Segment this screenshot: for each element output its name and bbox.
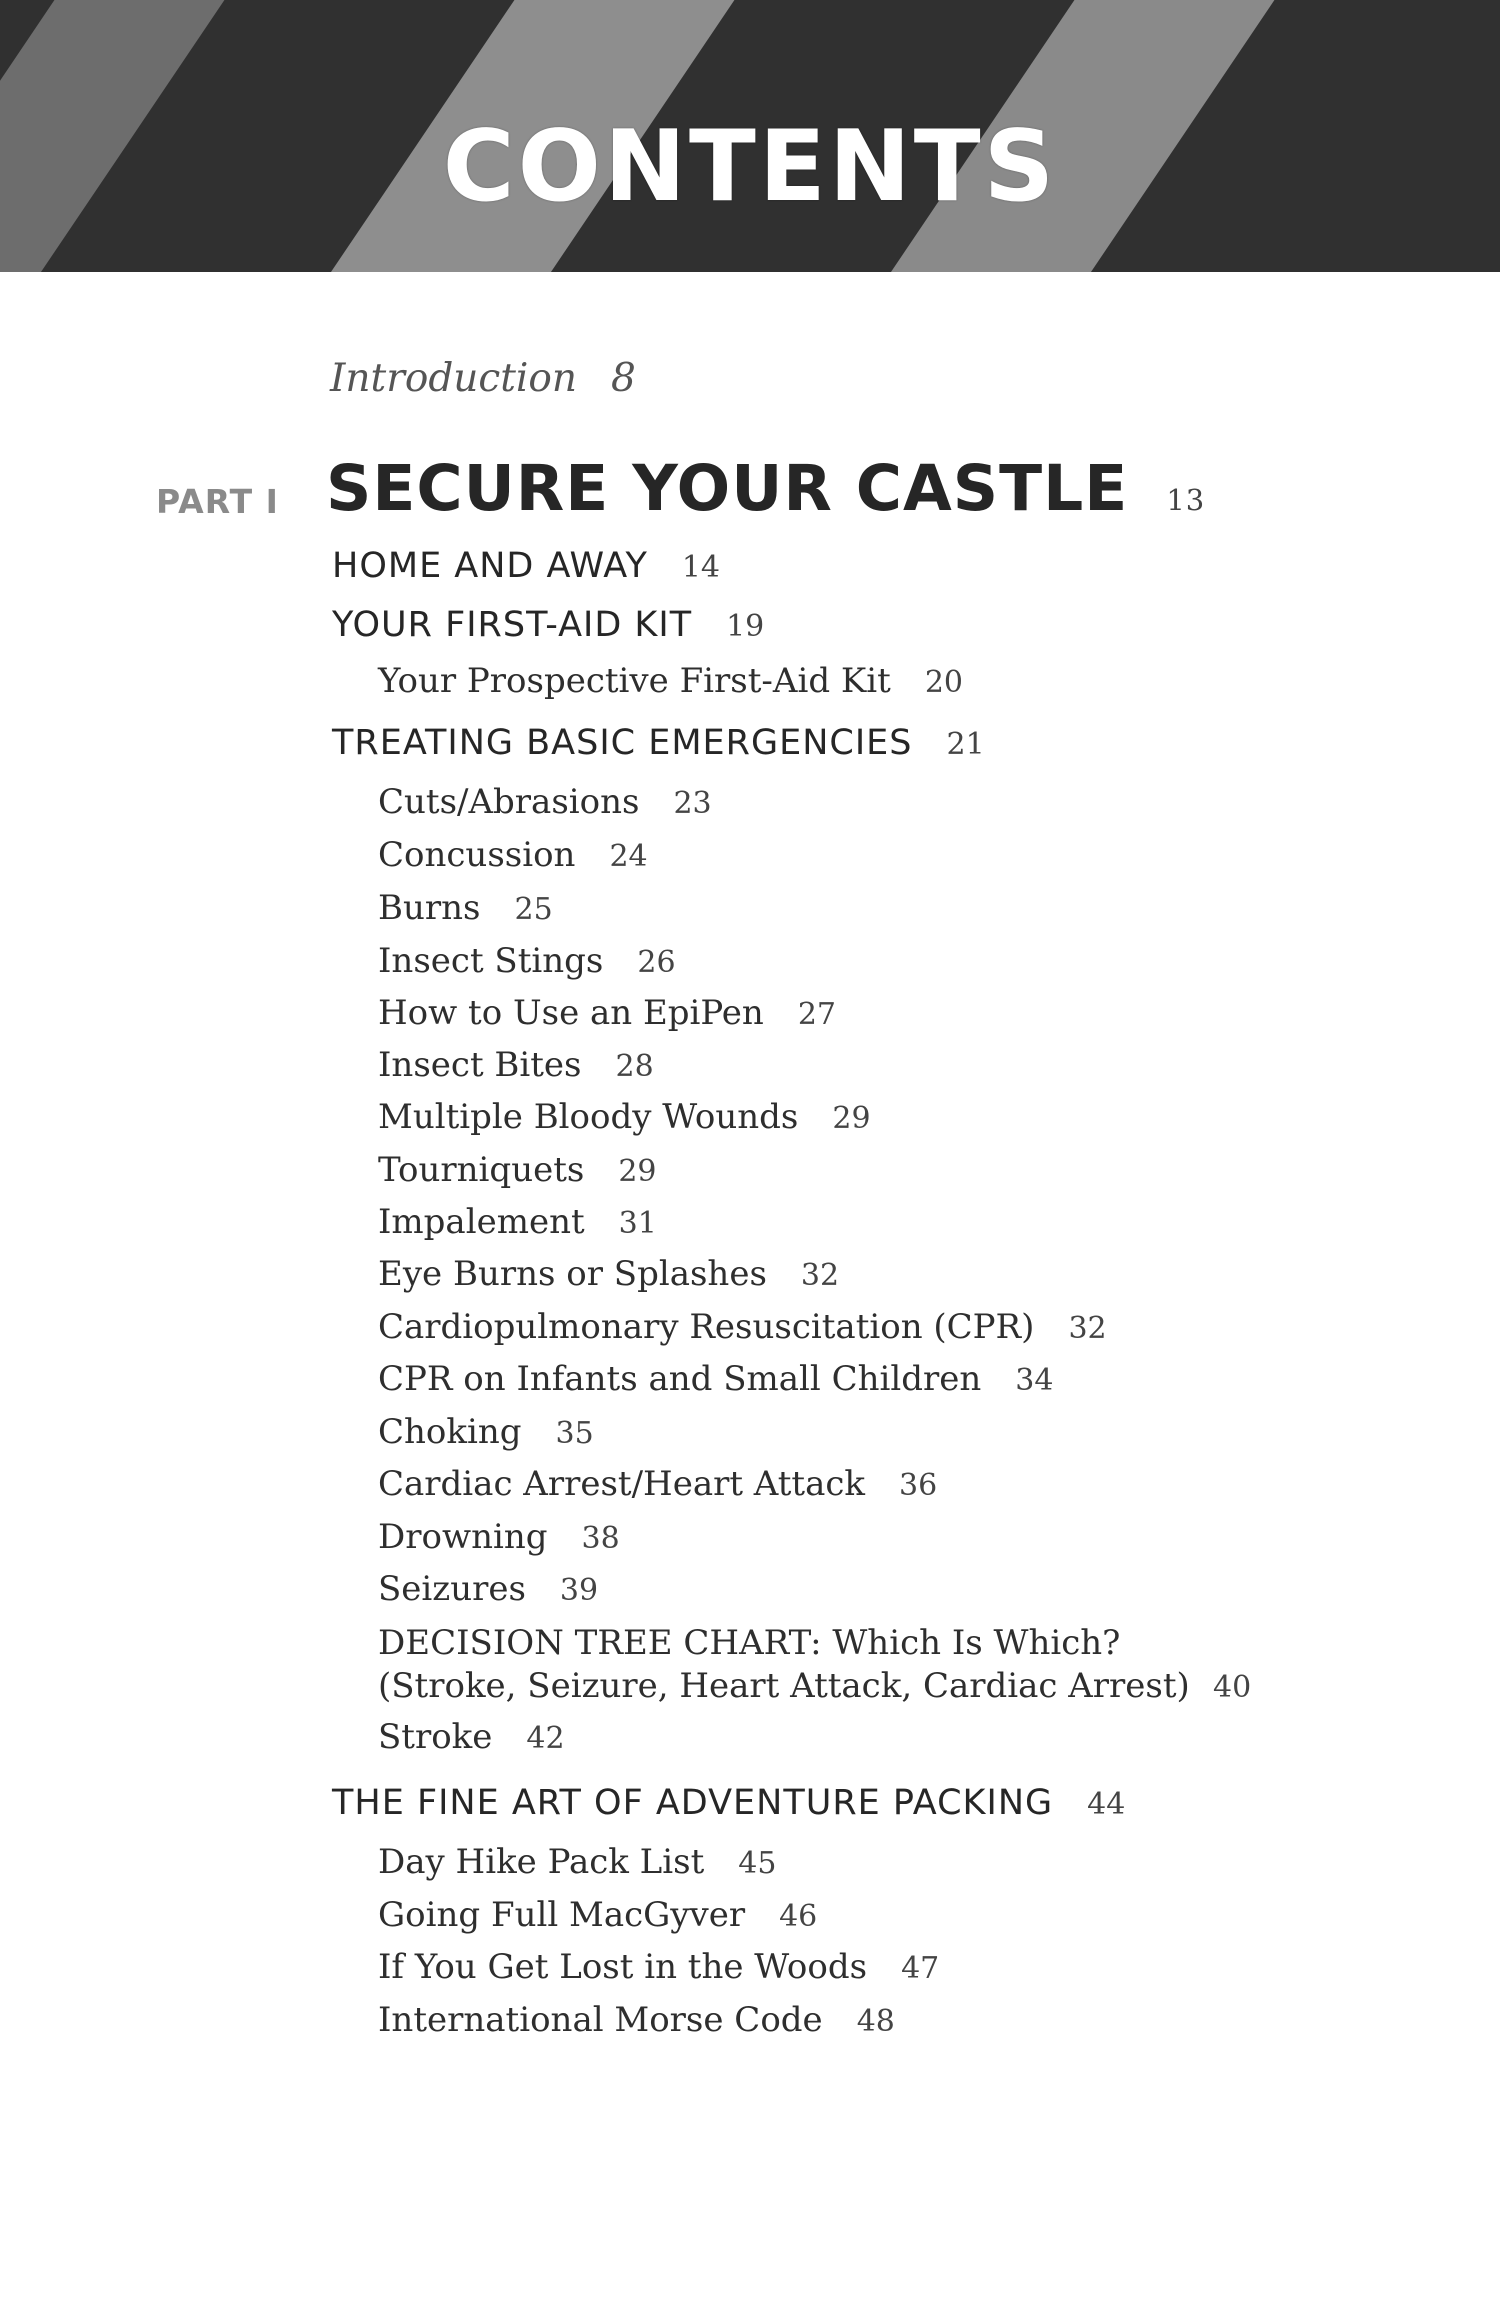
toc-section[interactable] [332,723,985,763]
toc-item[interactable] [378,1947,939,1987]
toc-section[interactable] [332,605,764,645]
toc-item-label: Impalement [378,1202,585,1242]
toc-entry-label: Introduction [330,356,577,401]
toc-page-number: 44 [1087,1787,1126,1822]
part-label: PART I [156,482,279,521]
toc-item-label: Choking [378,1412,522,1452]
toc-item[interactable] [378,1842,776,1882]
toc-section-label: HOME AND AWAY [332,546,648,586]
toc-page-number: 27 [797,997,836,1032]
toc-page-number: 20 [924,665,964,700]
toc-page-number: 21 [946,727,985,762]
toc-item-label: Cardiopulmonary Resuscitation (CPR) [378,1307,1035,1347]
toc-item-label: Day Hike Pack List [378,1842,705,1882]
toc-page-number: 39 [559,1573,599,1608]
page-title: CONTENTS [442,110,1058,224]
toc-item[interactable] [378,1895,817,1935]
toc-item[interactable] [378,1150,657,1190]
toc-item[interactable] [378,661,963,701]
toc-section-label: THE FINE ART OF ADVENTURE PACKING [332,1783,1054,1823]
toc-page-number: 32 [1068,1311,1107,1346]
toc-item-label: Insect Stings [378,941,604,981]
toc-item-label: Cardiac Arrest/Heart Attack [378,1464,866,1504]
toc-item[interactable] [378,1359,1053,1399]
toc-item[interactable] [378,1622,1252,1708]
contents-banner [0,0,1500,272]
toc-page-number: 32 [800,1258,840,1293]
toc-page-number: 14 [681,550,721,585]
toc-page-number: 26 [637,945,676,980]
toc-page-number: 29 [832,1101,871,1136]
toc-item-label: Drowning [378,1517,548,1557]
toc-page-number: 8 [611,356,636,401]
toc-item-label: Going Full MacGyver [378,1895,746,1935]
toc-item[interactable] [378,782,712,822]
toc-section[interactable] [332,546,720,586]
toc-page-number: 23 [673,786,712,821]
part-title-entry[interactable] [326,452,1205,525]
toc-page-number: 28 [615,1049,654,1084]
toc-entry-introduction[interactable] [330,356,636,401]
toc-item-label: Cuts/Abrasions [378,782,640,822]
toc-item-label: Eye Burns or Splashes [378,1254,767,1294]
toc-item[interactable] [378,1307,1107,1347]
toc-page-number: 24 [609,839,648,874]
toc-item[interactable] [378,1464,937,1504]
toc-page-number: 35 [555,1416,594,1451]
toc-page-number: 38 [581,1521,620,1556]
toc-page-number: 29 [618,1154,657,1189]
toc-item-label: Insect Bites [378,1045,582,1085]
toc-section-label: YOUR FIRST-AID KIT [332,605,693,645]
toc-page-number: 31 [618,1206,657,1241]
toc-page-number: 40 [1213,1670,1252,1705]
toc-page-number: 48 [856,2004,895,2039]
toc-item-label: Your Prospective First-Aid Kit [378,661,891,701]
toc-page-number: 45 [738,1846,777,1881]
toc-item-label: Tourniquets [378,1150,585,1190]
toc-item[interactable] [378,1045,654,1085]
toc-item-label: Burns [378,888,481,928]
toc-item[interactable] [378,1517,620,1557]
toc-item[interactable] [378,941,676,981]
toc-item[interactable] [378,1717,565,1757]
toc-item[interactable] [378,2000,895,2040]
toc-item-label: DECISION TREE CHART: Which Is Which? [378,1623,1121,1663]
toc-item[interactable] [378,1569,598,1609]
toc-item-label: International Morse Code [378,2000,823,2040]
toc-item-label: Seizures [378,1569,526,1609]
toc-item-label: Concussion [378,835,576,875]
toc-item[interactable] [378,835,648,875]
toc-item-label: If You Get Lost in the Woods [378,1947,868,1987]
toc-item[interactable] [378,1412,594,1452]
toc-page-number: 42 [526,1721,565,1756]
toc-page-number: 19 [726,609,765,644]
toc-page-number: 47 [901,1951,940,1986]
part-title: SECURE YOUR CASTLE [326,452,1129,525]
toc-page-number: 25 [514,892,553,927]
toc-item[interactable] [378,1097,871,1137]
toc-section-label: TREATING BASIC EMERGENCIES [332,723,913,763]
toc-page-number: 46 [779,1899,818,1934]
toc-page-number: 36 [899,1468,938,1503]
toc-item[interactable] [378,1202,657,1242]
toc-item-label: How to Use an EpiPen [378,993,764,1033]
toc-item[interactable] [378,1254,839,1294]
toc-item-label: Stroke [378,1717,493,1757]
toc-item-label: Multiple Bloody Wounds [378,1097,799,1137]
toc-item-label: CPR on Infants and Small Children [378,1359,982,1399]
toc-item[interactable] [378,888,553,928]
toc-item-label-continued: (Stroke, Seizure, Heart Attack, Cardiac Arrest) [378,1666,1190,1706]
toc-section[interactable] [332,1783,1125,1823]
toc-item[interactable] [378,993,836,1033]
toc-page-number: 13 [1166,483,1206,517]
toc-page-number: 34 [1015,1363,1054,1398]
